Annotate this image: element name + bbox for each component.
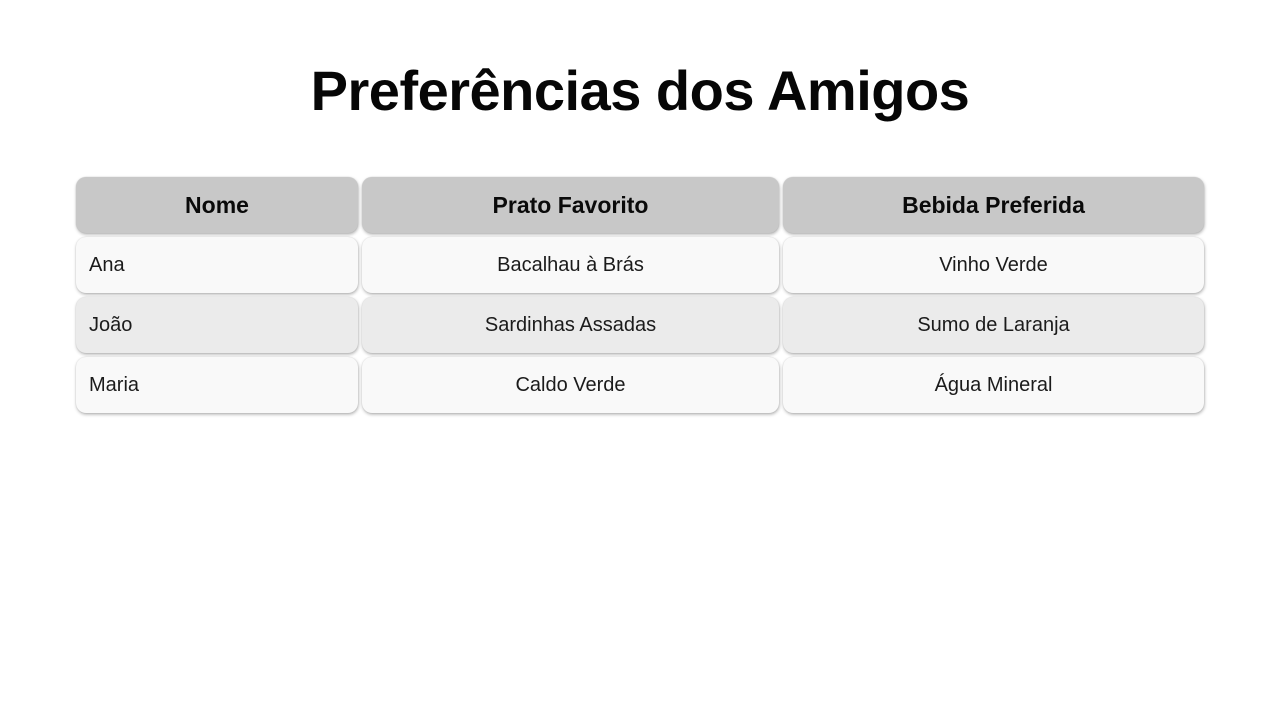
table-cell-drink: Sumo de Laranja [783, 297, 1204, 353]
page-title: Preferências dos Amigos [310, 59, 970, 122]
column-header-prato-favorito: Prato Favorito [362, 177, 779, 233]
table-cell-drink: Água Mineral [783, 357, 1204, 413]
column-header-bebida-preferida: Bebida Preferida [783, 177, 1204, 233]
column-header-nome: Nome [76, 177, 358, 233]
preferences-table [76, 177, 1204, 413]
table-cell-drink: Vinho Verde [783, 237, 1204, 293]
table-cell-dish: Sardinhas Assadas [362, 297, 779, 353]
table-cell-dish: Caldo Verde [362, 357, 779, 413]
table-cell-name: Ana [76, 237, 358, 293]
table-cell-name: João [76, 297, 358, 353]
table-cell-dish: Bacalhau à Brás [362, 237, 779, 293]
table-cell-name: Maria [76, 357, 358, 413]
